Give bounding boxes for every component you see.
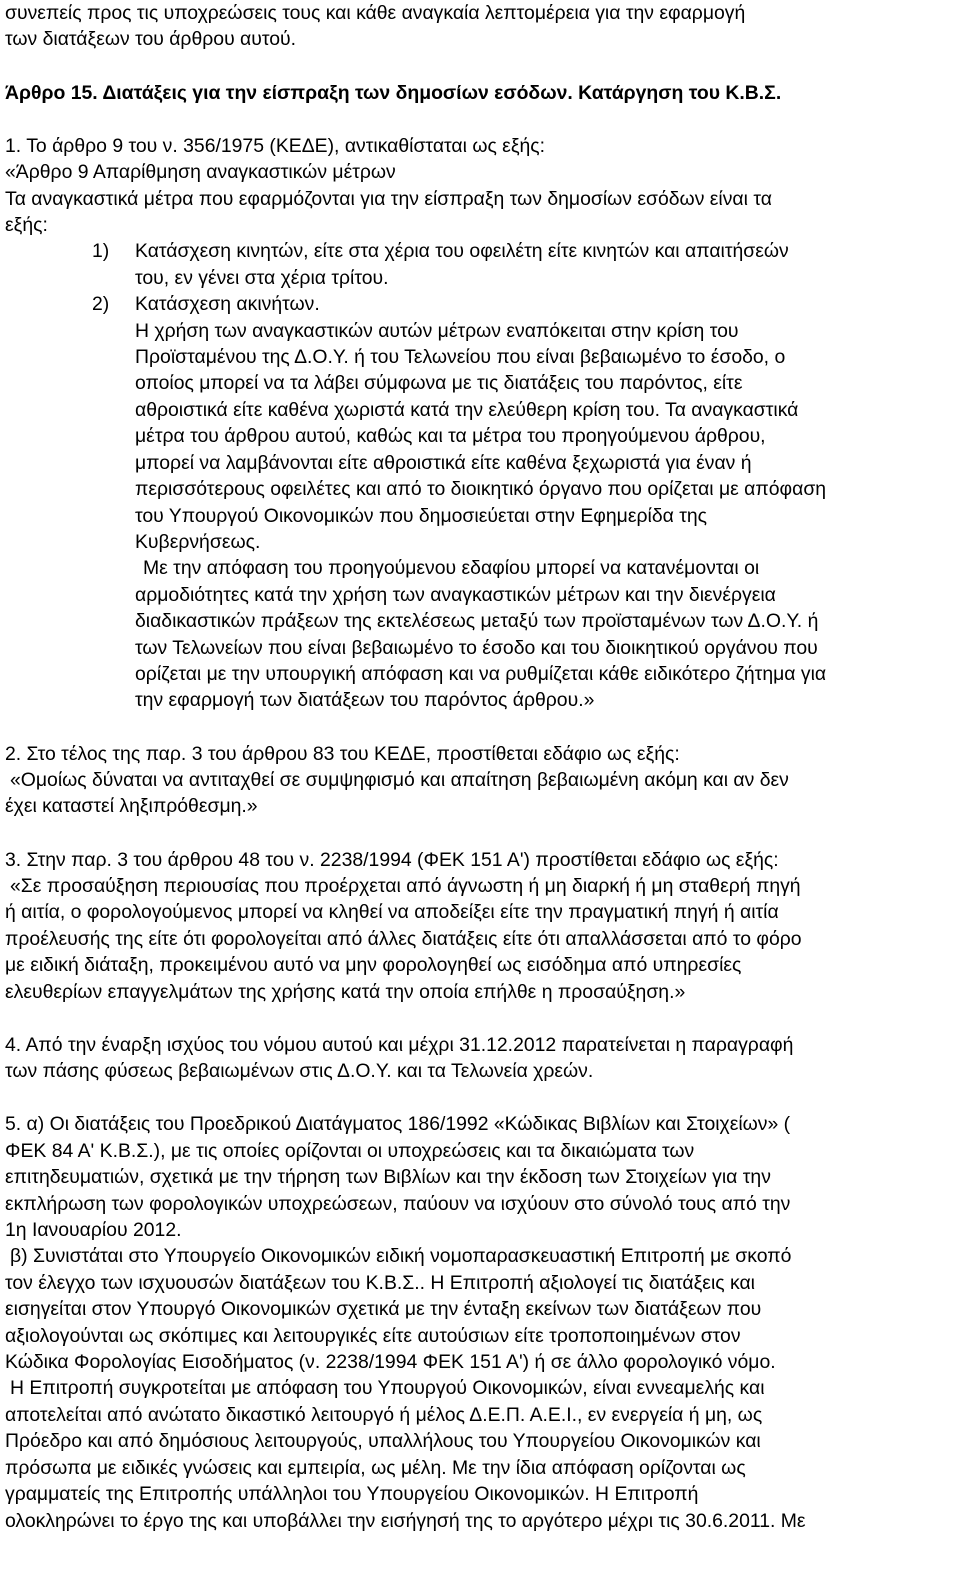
text-line: οποίος μπορεί να τα λάβει σύμφωνα με τις διατάξεις του παρόντος, είτε	[135, 372, 743, 395]
text-line: αξιολογούνται ως σκόπιμες και λειτουργικές είτε αυτούσιων είτε τροποποιημένων στον	[5, 1324, 741, 1347]
paragraph-3	[5, 847, 955, 1005]
paragraph-4	[5, 1032, 955, 1085]
text-line: με ειδική διάταξη, προκειμένου αυτό να μην φορολογηθεί ως εισόδημα από υπηρεσίες	[5, 954, 742, 977]
text-line: Προϊσταμένου της Δ.Ο.Υ. ή του Τελωνείου που είναι βεβαιωμένο το έσοδο, ο	[135, 346, 786, 369]
paragraph-intro	[5, 0, 955, 53]
text-line: Τα αναγκαστικά μέτρα που εφαρμόζονται για την είσπραξη των δημοσίων εσόδων είναι τα	[5, 187, 772, 210]
text-line: των Τελωνείων που είναι βεβαιωμένο το έσοδο και του διοικητικού οργάνου που	[135, 636, 818, 659]
text-line: ορίζεται με την υπουργική απόφαση και να ρυθμίζεται κάθε ειδικότερο ζήτημα για	[135, 662, 827, 685]
text-line: των πάσης φύσεως βεβαιωμένων στις Δ.Ο.Υ. και τα Τελωνεία χρεών.	[5, 1060, 594, 1083]
paragraph-2	[5, 741, 955, 820]
text-line: Πρόεδρο και από δημόσιους λειτουργούς, υπαλλήλους του Υπουργείου Οικονομικών και	[5, 1430, 761, 1453]
text-line: Κατάσχεση ακινήτων.	[135, 293, 320, 316]
text-line: 3. Στην παρ. 3 του άρθρου 48 του ν. 2238/1994 (ΦΕΚ 151 Α') προστίθεται εδάφιο ως εξής:	[5, 848, 779, 871]
text-line: 1. Το άρθρο 9 του ν. 356/1975 (ΚΕΔΕ), αντικαθίσταται ως εξής:	[5, 134, 546, 157]
list-number: 2)	[92, 293, 110, 316]
text-line: Η Επιτροπή συγκροτείται με απόφαση του Υπουργού Οικονομικών, είναι εννεαμελής και	[10, 1377, 765, 1400]
article-heading: Άρθρο 15. Διατάξεις για την είσπραξη των δημοσίων εσόδων. Κατάργηση του Κ.Β.Σ.	[5, 81, 782, 104]
list-number: 1)	[92, 240, 110, 263]
paragraph-1	[5, 133, 955, 239]
text-line: του Υπουργού Οικονομικών που δημοσιεύεται στην Εφημερίδα της	[135, 504, 708, 527]
text-line: εισηγείται στον Υπουργό Οικονομικών σχετικά με την ένταξη εκείνων των διατάξεων που	[5, 1298, 762, 1321]
text-line: 2. Στο τέλος της παρ. 3 του άρθρου 83 του ΚΕΔΕ, προστίθεται εδάφιο ως εξής:	[5, 742, 680, 765]
text-line: προέλευσής της είτε ότι φορολογείται από άλλες διατάξεις είτε ότι απαλλάσσεται από το φόρο	[5, 927, 802, 950]
text-line: μπορεί να λαμβάνονται είτε αθροιστικά είτε καθένα ξεχωριστά για έναν ή	[135, 451, 752, 474]
text-line: «Άρθρο 9 Απαρίθμηση αναγκαστικών μέτρων	[5, 161, 396, 184]
text-line: «Σε προσαύξηση περιουσίας που προέρχεται από άγνωστη ή μη διαρκή ή μη σταθερή πηγή	[10, 874, 801, 897]
text-line: τον έλεγχο των ισχυουσών διατάξεων του Κ.Β.Σ.. Η Επιτροπή αξιολογεί τις διατάξεις και	[5, 1271, 755, 1294]
text-line: 5. α) Οι διατάξεις του Προεδρικού Διατάγματος 186/1992 «Κώδικας Βιβλίων και Στοιχείων» (	[5, 1113, 791, 1136]
text-line: ελευθερίων επαγγελμάτων της χρήσης κατά την οποία επήλθε η προσαύξηση.»	[5, 980, 686, 1003]
text-line: ή αιτία, ο φορολογούμενος μπορεί να κληθεί να αποδείξει είτε την πραγματική πηγή ή αιτία	[5, 901, 779, 924]
list-item	[5, 291, 955, 317]
text-line: του, εν γένει στα χέρια τρίτου.	[135, 266, 389, 289]
text-line: ΦΕΚ 84 Α' Κ.Β.Σ.), με τις οποίες ορίζονται οι υποχρεώσεις και τα δικαιώματα των	[5, 1139, 695, 1162]
text-line: διαδικαστικών πράξεων της εκτελέσεως μεταξύ των προϊσταμένων των Δ.Ο.Υ. ή	[135, 610, 819, 633]
list-item	[5, 238, 955, 291]
text-line: την εφαρμογή των διατάξεων του παρόντος άρθρου.»	[135, 689, 595, 712]
text-line: Η χρήση των αναγκαστικών αυτών μέτρων εναπόκειται στην κρίση του	[135, 319, 739, 342]
text-line: εξής:	[5, 214, 48, 237]
text-line: των διατάξεων του άρθρου αυτού.	[5, 28, 297, 51]
text-line: επιτηδευματιών, σχετικά με την τήρηση των Βιβλίων και την έκδοση των Στοιχείων για την	[5, 1166, 771, 1189]
text-line: εκπλήρωση των φορολογικών υποχρεώσεων, παύουν να ισχύουν στο σύνολό τους από την	[5, 1192, 791, 1215]
text-line: πρόσωπα με ειδικές γνώσεις και εμπειρία, ως μέλη. Με την ίδια απόφαση ορίζονται ως	[5, 1456, 746, 1479]
paragraph-indented	[5, 318, 955, 714]
text-line: 1η Ιανουαρίου 2012.	[5, 1219, 182, 1242]
text-line: έχει καταστεί ληξιπρόθεσμη.»	[5, 795, 258, 818]
text-line: Κώδικα Φορολογίας Εισοδήματος (ν. 2238/1994 ΦΕΚ 151 Α') ή σε άλλο φορολογικό νόμο.	[5, 1351, 776, 1374]
text-line: 4. Από την έναρξη ισχύος του νόμου αυτού και μέχρι 31.12.2012 παρατείνεται η παραγραφή	[5, 1033, 794, 1056]
text-line: Κυβερνήσεως.	[135, 530, 261, 553]
text-line: περισσότερους οφειλέτες και από το διοικητικό όργανο που ορίζεται με απόφαση	[135, 478, 827, 501]
text-line: ολοκληρώνει το έργο της και υποβάλλει την εισήγησή της το αργότερο μέχρι τις 30.6.2011. Με	[5, 1509, 806, 1532]
text-line: «Ομοίως δύναται να αντιταχθεί σε συμψηφισμό και απαίτηση βεβαιωμένη ακόμη και αν δεν	[10, 768, 789, 791]
paragraph-5	[5, 1111, 955, 1534]
text-line: αθροιστικά είτε καθένα χωριστά κατά την ελεύθερη κρίση του. Τα αναγκαστικά	[135, 398, 799, 421]
text-line: Με την απόφαση του προηγούμενου εδαφίου μπορεί να κατανέμονται οι	[143, 557, 760, 580]
text-line: Κατάσχεση κινητών, είτε στα χέρια του οφειλέτη είτε κινητών και απαιτήσεών	[135, 240, 789, 263]
text-line: αρμοδιότητες κατά την χρήση των αναγκαστικών μέτρων και την διενέργεια	[135, 583, 776, 606]
text-line: γραμματείς της Επιτροπής υπάλληλοι του Υπουργείου Οικονομικών. Η Επιτροπή	[5, 1483, 699, 1506]
text-line: μέτρα του άρθρου αυτού, καθώς και τα μέτρα του προηγούμενου άρθρου,	[135, 425, 766, 448]
text-line: συνεπείς προς τις υποχρεώσεις τους και κάθε αναγκαία λεπτομέρεια για την εφαρμογή	[5, 2, 746, 24]
text-line: β) Συνιστάται στο Υπουργείο Οικονομικών ειδική νομοπαρασκευαστική Επιτροπή με σκοπό	[10, 1245, 792, 1268]
text-line: αποτελείται από ανώτατο δικαστικό λειτουργό ή μέλος Δ.Ε.Π. Α.Ε.Ι., εν ενεργεία ή μη, ως	[5, 1403, 763, 1426]
